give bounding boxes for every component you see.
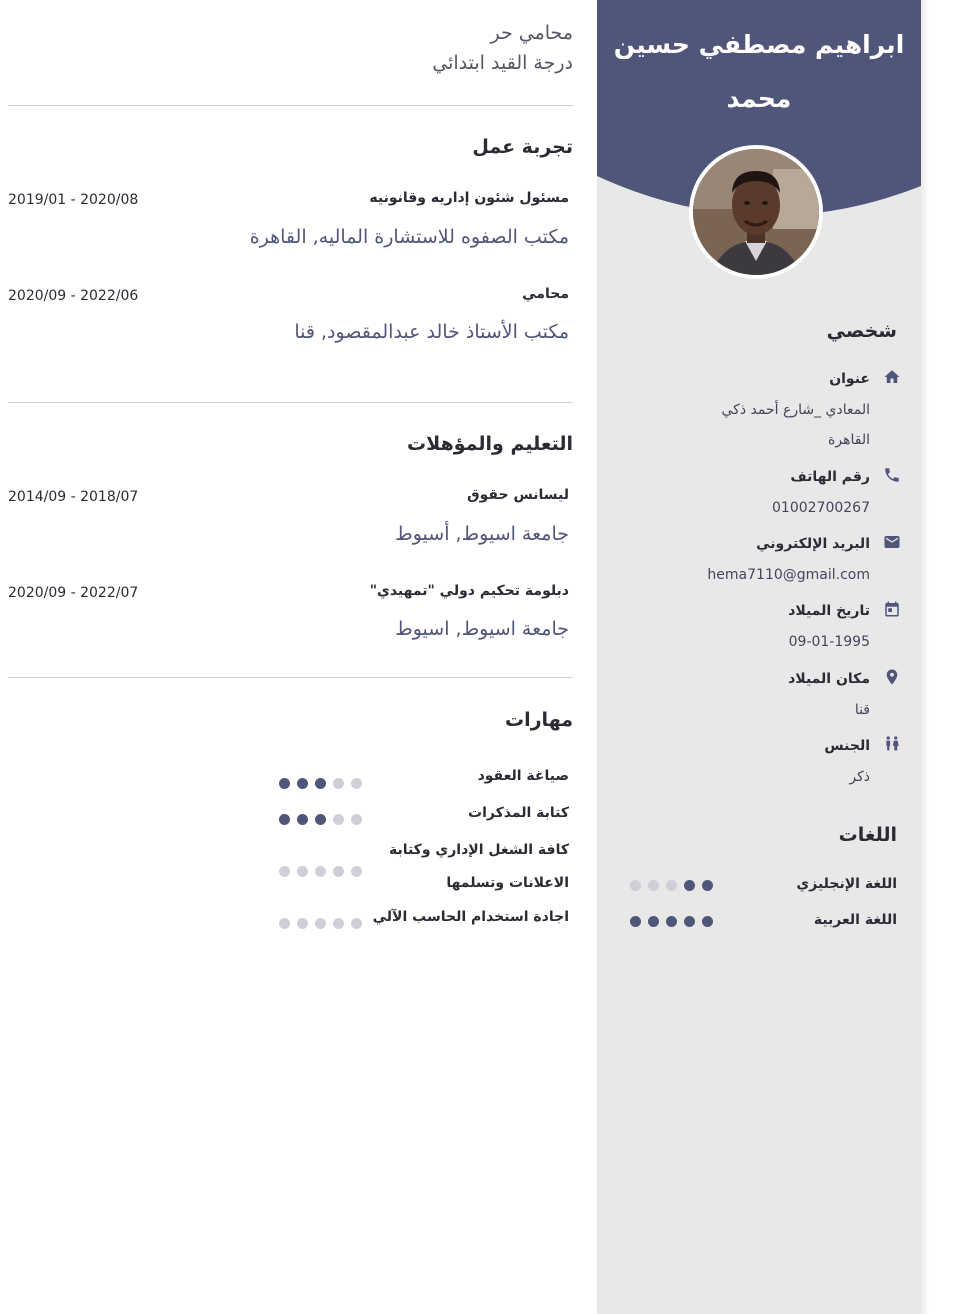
entry-title: محامي xyxy=(522,286,569,302)
divider xyxy=(8,402,573,403)
headline-subtitle: درجة القيد ابتدائي xyxy=(432,52,573,74)
level-dot-empty xyxy=(333,866,344,877)
level-dot-filled xyxy=(279,814,290,825)
language-label: اللغة العربية xyxy=(813,912,897,928)
divider xyxy=(8,677,573,678)
calendar-icon xyxy=(883,600,901,618)
entry-date: 2014/09 - 2018/07 xyxy=(8,489,139,505)
level-dot-filled xyxy=(297,778,308,789)
level-dot-filled xyxy=(702,880,713,891)
language-row xyxy=(597,910,921,934)
candidate-name: ابراهيم مصطفي حسين محمد xyxy=(613,30,905,113)
experience-section-title: تجربة عمل xyxy=(472,136,573,158)
entry-organization: جامعة اسيوط, أسيوط xyxy=(395,523,569,545)
skill-label: كافة الشغل الإداري وكتابة الاعلانات وتسلمها xyxy=(388,842,569,891)
level-dot-empty xyxy=(333,814,344,825)
address-item xyxy=(597,368,921,458)
level-dot-empty xyxy=(333,778,344,789)
sidebar-shadow xyxy=(921,0,929,1314)
birthdate-item xyxy=(597,600,921,660)
entry-organization: جامعة اسيوط, اسيوط xyxy=(395,618,569,640)
education-section-title: التعليم والمؤهلات xyxy=(407,433,573,455)
language-level-dots xyxy=(630,916,713,927)
headline-title: محامي حر xyxy=(490,22,573,44)
entry-title: ليسانس حقوق xyxy=(467,487,569,503)
level-dot-empty xyxy=(351,866,362,877)
birthdate-label: تاريخ الميلاد xyxy=(788,603,870,619)
level-dot-filled xyxy=(315,778,326,789)
level-dot-empty xyxy=(315,918,326,929)
level-dot-filled xyxy=(630,916,641,927)
gender-value: ذكر xyxy=(849,769,870,785)
entry-date: 2020/09 - 2022/07 xyxy=(8,585,139,601)
phone-item xyxy=(597,466,921,526)
entry-date: 2020/09 - 2022/06 xyxy=(8,288,139,304)
level-dot-filled xyxy=(315,814,326,825)
sidebar xyxy=(597,0,921,1314)
language-row xyxy=(597,874,921,898)
level-dot-empty xyxy=(666,880,677,891)
gender-icon xyxy=(883,735,901,753)
mail-icon xyxy=(883,533,901,551)
level-dot-filled xyxy=(648,916,659,927)
email-label: البريد الإلكتروني xyxy=(756,536,870,552)
languages-section-title: اللغات xyxy=(838,824,897,846)
skill-level-dots xyxy=(279,918,362,929)
birthplace-item xyxy=(597,668,921,728)
level-dot-empty xyxy=(279,918,290,929)
language-label: اللغة الإنجليزي xyxy=(796,876,897,892)
birthplace-label: مكان الميلاد xyxy=(788,671,870,687)
level-dot-empty xyxy=(648,880,659,891)
phone-value: 01002700267 xyxy=(772,500,870,516)
level-dot-filled xyxy=(666,916,677,927)
entry-organization: مكتب الأستاذ خالد عبدالمقصود, قنا xyxy=(294,321,569,343)
birthdate-value: 09-01-1995 xyxy=(788,634,870,650)
birthplace-value: قنا xyxy=(854,702,870,718)
level-dot-filled xyxy=(702,916,713,927)
divider xyxy=(8,105,573,106)
skill-label: كتابة المذكرات xyxy=(468,805,569,821)
skill-level-dots xyxy=(279,814,362,825)
personal-section-title: شخصي xyxy=(826,320,897,342)
skill-label: صياغة العقود xyxy=(477,768,569,784)
gender-label: الجنس xyxy=(824,738,870,754)
entry-title: دبلومة تحكيم دولي "تمهيدي" xyxy=(369,583,569,599)
level-dot-filled xyxy=(279,778,290,789)
level-dot-empty xyxy=(297,866,308,877)
phone-label: رقم الهاتف xyxy=(790,469,870,485)
gender-item xyxy=(597,735,921,795)
home-icon xyxy=(883,368,901,386)
level-dot-filled xyxy=(297,814,308,825)
level-dot-empty xyxy=(630,880,641,891)
location-pin-icon xyxy=(883,668,901,686)
email-value: hema7110@gmail.com xyxy=(707,567,870,583)
avatar xyxy=(689,145,823,279)
skill-level-dots xyxy=(279,778,362,789)
address-label: عنوان xyxy=(829,371,870,387)
level-dot-empty xyxy=(297,918,308,929)
level-dot-filled xyxy=(684,880,695,891)
address-value-line2: القاهرة xyxy=(828,432,870,448)
skills-section-title: مهارات xyxy=(505,709,573,731)
entry-organization: مكتب الصفوه للاستشارة الماليه, القاهرة xyxy=(249,226,569,248)
entry-date: 2019/01 - 2020/08 xyxy=(8,192,139,208)
address-value-line1: المعادي _شارع أحمد ذكي xyxy=(721,402,870,418)
level-dot-empty xyxy=(315,866,326,877)
level-dot-empty xyxy=(279,866,290,877)
level-dot-empty xyxy=(351,778,362,789)
level-dot-empty xyxy=(333,918,344,929)
email-item xyxy=(597,533,921,593)
language-level-dots xyxy=(630,880,713,891)
level-dot-empty xyxy=(351,918,362,929)
level-dot-empty xyxy=(351,814,362,825)
avatar-photo xyxy=(693,149,819,275)
skill-label: اجادة استخدام الحاسب الآلي xyxy=(372,909,569,925)
level-dot-filled xyxy=(684,916,695,927)
skill-level-dots xyxy=(279,866,362,877)
phone-icon xyxy=(883,466,901,484)
entry-title: مسئول شئون إداريه وقانونيه xyxy=(369,190,569,206)
